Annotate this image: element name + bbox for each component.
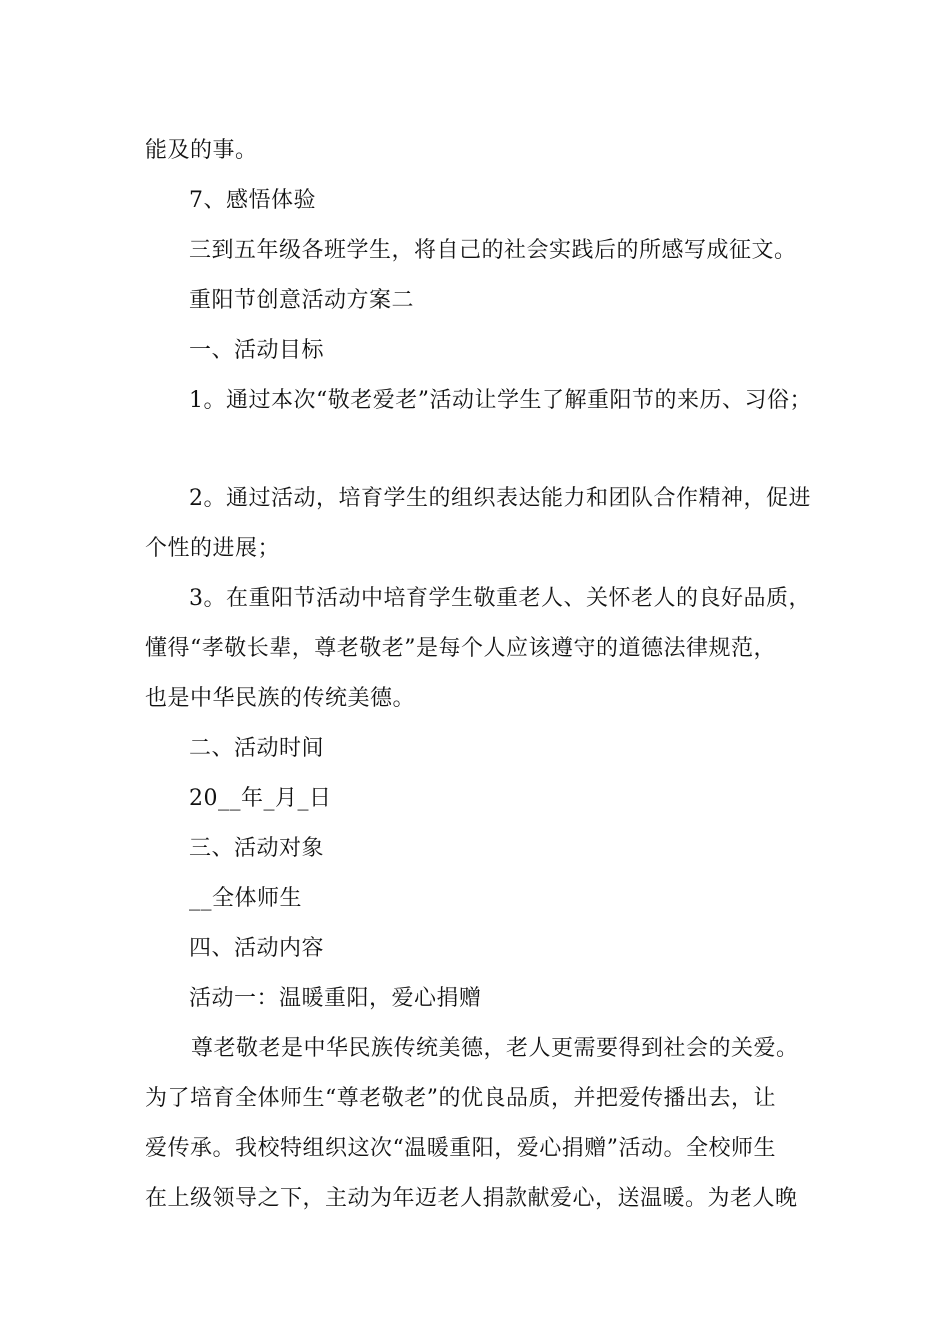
date-line: 20__年_月_日 <box>189 786 332 811</box>
text-line: 懂得“孝敬长辈，尊老敬老”是每个人应该遵守的道德法律规范， <box>145 636 776 661</box>
section-heading: 四、活动内容 <box>189 936 325 961</box>
text-line: 在上级领导之下，主动为年迈老人捐款献爱心，送温暖。为老人晚 <box>145 1186 798 1211</box>
text-line: 爱传承。我校特组织这次“温暖重阳，爱心捐赠”活动。全校师生 <box>145 1136 776 1161</box>
document-subtitle: 重阳节创意活动方案二 <box>189 288 415 313</box>
text-line: __全体师生 <box>189 886 303 911</box>
text-line: 尊老敬老是中华民族传统美德，老人更需要得到社会的关爱。 <box>191 1036 799 1061</box>
list-item: 2。通过活动，培育学生的组织表达能力和团队合作精神，促进 <box>189 486 811 511</box>
activity-heading: 活动一：温暖重阳，爱心捐赠 <box>189 986 482 1011</box>
text-line: 个性的进展； <box>145 536 281 561</box>
list-item: 1。通过本次“敬老爱老”活动让学生了解重阳节的来历、习俗； <box>189 388 812 413</box>
text-line: 三到五年级各班学生，将自己的社会实践后的所感写成征文。 <box>189 238 797 263</box>
section-heading: 一、活动目标 <box>189 338 325 363</box>
section-heading: 7、感悟体验 <box>189 188 316 213</box>
section-heading: 二、活动时间 <box>189 736 325 761</box>
text-line: 为了培育全体师生“尊老敬老”的优良品质，并把爱传播出去，让 <box>145 1086 776 1111</box>
text-line: 能及的事。 <box>145 138 258 163</box>
list-item: 3。在重阳节活动中培育学生敬重老人、关怀老人的良好品质， <box>189 586 811 611</box>
text-line: 也是中华民族的传统美德。 <box>145 686 416 711</box>
section-heading: 三、活动对象 <box>189 836 325 861</box>
